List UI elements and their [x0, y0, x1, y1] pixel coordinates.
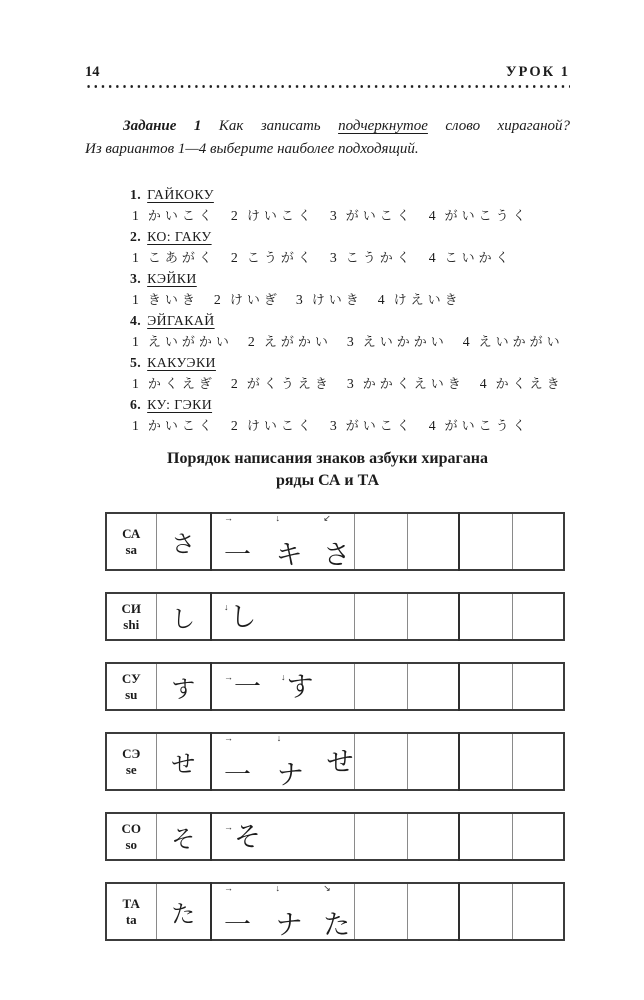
- practice-cell: [459, 813, 512, 860]
- option-number: 2: [230, 418, 238, 433]
- option: [132, 373, 216, 394]
- practice-cell: [459, 593, 512, 640]
- stroke-glyph: た: [323, 910, 351, 940]
- stroke-order-cell: [211, 663, 354, 710]
- option-kana: けいぎ: [229, 292, 281, 307]
- option-number: 4: [479, 376, 487, 391]
- practice-cell: [407, 663, 459, 710]
- item-word-line: [130, 310, 570, 331]
- option-number: 2: [230, 376, 238, 391]
- stroke-glyph: 一: [224, 910, 251, 940]
- practice-cell: [407, 883, 459, 940]
- page-header: [85, 64, 570, 81]
- exercise-item-4: [130, 310, 570, 352]
- option: [429, 205, 530, 226]
- option-kana: こうがく: [246, 250, 315, 265]
- item-options: [132, 247, 570, 268]
- option-number: 2: [230, 208, 238, 223]
- option: [132, 415, 216, 436]
- stroke-step: [277, 734, 306, 789]
- option: [347, 373, 465, 394]
- option-number: 3: [346, 334, 354, 349]
- stroke-glyph: し: [229, 601, 257, 632]
- practice-cell: [459, 663, 512, 710]
- option: [132, 289, 199, 310]
- option-kana: かかくえいき: [362, 376, 465, 391]
- option: [330, 415, 414, 436]
- option-number: 1: [132, 376, 139, 391]
- row-label: [106, 883, 156, 940]
- stroke-arrow-icon: ↓: [224, 601, 229, 612]
- option: [231, 415, 315, 436]
- stroke-table-so: [105, 812, 565, 861]
- row-label: [106, 593, 156, 640]
- item-number: 5.: [130, 355, 142, 370]
- practice-cell: [407, 733, 459, 790]
- option-number: 1: [132, 250, 139, 265]
- practice-cell: [354, 733, 407, 790]
- stroke-steps: [224, 734, 354, 789]
- practice-cell: [407, 813, 459, 860]
- row-label: [106, 813, 156, 860]
- item-options: [132, 415, 570, 436]
- item-word: КО: ГАКУ: [147, 229, 212, 244]
- kana-cell: さ: [156, 513, 211, 570]
- option-kana: かいこく: [147, 418, 216, 433]
- stroke-arrow-icon: →: [224, 821, 233, 832]
- stroke-order-cell: [211, 513, 354, 570]
- kana-cell: せ: [156, 733, 211, 790]
- option-kana: がいこうく: [444, 208, 530, 223]
- stroke-step: [281, 673, 314, 701]
- row-label-romaji: ta: [125, 911, 137, 927]
- stroke-order-cell: [211, 813, 354, 860]
- stroke-table-shi: [105, 592, 565, 641]
- option-number: 4: [462, 334, 470, 349]
- item-word: КЭЙКИ: [147, 271, 197, 286]
- stroke-step: [323, 884, 353, 939]
- row-label: [106, 733, 156, 790]
- stroke-table-sa: [105, 512, 565, 571]
- stroke-arrow-icon: →: [224, 513, 233, 523]
- option: [231, 247, 315, 268]
- practice-cell: [512, 813, 564, 860]
- stroke-step: [224, 884, 256, 939]
- exercise-item-3: [130, 268, 570, 310]
- option: [248, 331, 332, 352]
- option: [214, 289, 281, 310]
- stroke-glyph: そ: [234, 821, 261, 852]
- stroke-step: [276, 884, 304, 939]
- stroke-table-su: [105, 662, 565, 711]
- stroke-table-title: [85, 448, 570, 492]
- row-label-cyrillic: СЭ: [122, 745, 141, 761]
- row-label-cyrillic: СУ: [121, 670, 141, 686]
- stroke-glyph: ナ: [276, 760, 304, 790]
- option-number: 4: [428, 208, 436, 223]
- row-label-cyrillic: СО: [121, 820, 141, 836]
- practice-cell: [459, 513, 512, 570]
- row-label: [106, 513, 156, 570]
- option: [231, 205, 315, 226]
- practice-cell: [512, 883, 564, 940]
- option-kana: こいかく: [444, 250, 513, 265]
- item-options: [132, 331, 570, 352]
- stroke-step: [224, 603, 257, 631]
- option-kana: えがかい: [263, 334, 332, 349]
- practice-cell: [459, 733, 512, 790]
- stroke-arrow-icon: ↙: [323, 513, 331, 523]
- practice-cell: [407, 513, 459, 570]
- item-number: 6.: [130, 397, 142, 412]
- stroke-step: [224, 823, 261, 851]
- stroke-steps: [224, 823, 354, 851]
- option-number: 2: [230, 250, 238, 265]
- exercise-item-6: [130, 394, 570, 436]
- stroke-table-title-line1: Порядок написания знаков азбуки хирагана: [167, 450, 488, 467]
- stroke-glyph: キ: [275, 540, 303, 570]
- option: [347, 331, 448, 352]
- option-number: 2: [213, 292, 221, 307]
- practice-cell: [512, 513, 564, 570]
- exercise-item-5: [130, 352, 570, 394]
- option-kana: けいこく: [246, 208, 315, 223]
- stroke-arrow-icon: →: [224, 671, 233, 682]
- item-word: ЭЙГАКАЙ: [147, 313, 215, 328]
- option: [132, 205, 216, 226]
- stroke-glyph: 一: [224, 760, 251, 790]
- stroke-order-cell: [211, 883, 354, 940]
- stroke-glyph: ナ: [275, 910, 303, 940]
- option-kana: けいこく: [246, 418, 315, 433]
- practice-cell: [354, 883, 407, 940]
- option-kana: がいこうく: [444, 418, 530, 433]
- exercise-item-1: [130, 184, 570, 226]
- option-kana: こあがく: [147, 250, 216, 265]
- option-number: 3: [346, 376, 354, 391]
- option-number: 1: [132, 292, 139, 307]
- option-number: 4: [428, 418, 436, 433]
- stroke-step: [224, 514, 256, 569]
- kana-cell: そ: [156, 813, 211, 860]
- option-kana: えいかかい: [362, 334, 448, 349]
- practice-cell: [407, 593, 459, 640]
- option-kana: かくえき: [495, 376, 564, 391]
- stroke-table-title-line2: ряды СА и ТА: [275, 472, 380, 489]
- option: [463, 331, 564, 352]
- option-kana: こうかく: [345, 250, 414, 265]
- practice-cell: [354, 593, 407, 640]
- option-number: 4: [428, 250, 436, 265]
- dotted-rule: [85, 84, 570, 89]
- item-options: [132, 373, 570, 394]
- item-word-line: [130, 268, 570, 289]
- item-number: 1.: [130, 187, 142, 202]
- item-word-line: [130, 352, 570, 373]
- stroke-arrow-icon: ↓: [281, 671, 286, 682]
- task-text-before: Как записать: [218, 118, 321, 134]
- kana-cell: た: [156, 883, 211, 940]
- stroke-arrow-icon: ↘: [323, 883, 331, 893]
- option-number: 4: [377, 292, 385, 307]
- stroke-steps: [224, 673, 354, 701]
- practice-cell: [354, 663, 407, 710]
- row-label-cyrillic: СА: [122, 525, 141, 541]
- option-kana: えいがかい: [147, 334, 233, 349]
- stroke-steps: [224, 603, 354, 631]
- item-word-line: [130, 184, 570, 205]
- option: [480, 373, 564, 394]
- row-label: [106, 663, 156, 710]
- option: [231, 373, 332, 394]
- exercise-item-2: [130, 226, 570, 268]
- practice-cell: [459, 883, 512, 940]
- stroke-glyph: す: [286, 671, 314, 702]
- item-options: [132, 289, 570, 310]
- item-word: КУ: ГЭКИ: [147, 397, 213, 412]
- row-label-romaji: sa: [125, 541, 138, 557]
- task-line2: Из вариантов 1—4 выберите наиболее подходящий.: [85, 141, 419, 157]
- page-number: 14: [85, 64, 100, 80]
- exercise-list: [130, 184, 570, 436]
- stroke-table-se: [105, 732, 565, 791]
- stroke-steps: [224, 514, 354, 569]
- option-number: 3: [329, 418, 337, 433]
- row-label-cyrillic: ТА: [122, 895, 140, 911]
- practice-cell: [512, 663, 564, 710]
- stroke-glyph: 一: [224, 540, 251, 570]
- kana-cell: す: [156, 663, 211, 710]
- item-number: 2.: [130, 229, 142, 244]
- option-number: 1: [132, 208, 139, 223]
- stroke-order-cell: [211, 733, 354, 790]
- option-number: 1: [132, 334, 139, 349]
- option-kana: がいこく: [345, 208, 414, 223]
- option-kana: けえいき: [393, 292, 462, 307]
- stroke-glyph: せ: [326, 746, 354, 777]
- practice-cell: [354, 513, 407, 570]
- practice-cell: [512, 593, 564, 640]
- option-kana: かくえぎ: [147, 376, 216, 391]
- stroke-step: [276, 514, 304, 569]
- row-label-cyrillic: СИ: [121, 600, 141, 616]
- option: [132, 331, 233, 352]
- stroke-arrow-icon: →: [224, 883, 233, 893]
- option: [132, 247, 216, 268]
- stroke-step: [224, 673, 261, 701]
- item-number: 4.: [130, 313, 142, 328]
- stroke-arrow-icon: ↓: [276, 733, 282, 743]
- option: [296, 289, 363, 310]
- option-kana: かいこく: [147, 208, 216, 223]
- option-kana: がくうえき: [246, 376, 332, 391]
- option-kana: けいき: [311, 292, 363, 307]
- item-options: [132, 205, 570, 226]
- row-label-romaji: se: [125, 761, 137, 777]
- option: [330, 205, 414, 226]
- item-word: ГАЙКОКУ: [147, 187, 214, 202]
- option: [330, 247, 414, 268]
- practice-cell: [354, 813, 407, 860]
- option: [378, 289, 462, 310]
- item-word-line: [130, 226, 570, 247]
- option-number: 3: [329, 250, 337, 265]
- stroke-arrow-icon: ↓: [275, 883, 281, 893]
- option-kana: えいかがい: [478, 334, 564, 349]
- stroke-table-ta: [105, 882, 565, 941]
- task-line1: [85, 115, 570, 138]
- stroke-glyph: 一: [234, 671, 261, 702]
- task-paragraph: [85, 115, 570, 161]
- row-label-romaji: shi: [123, 616, 140, 632]
- task-label: Задание 1: [123, 118, 202, 134]
- task-text-after: слово хираганой?: [445, 118, 571, 134]
- stroke-steps: [224, 884, 354, 939]
- lesson-title: УРОК 1: [505, 64, 570, 80]
- row-label-romaji: su: [125, 686, 138, 702]
- option-number: 2: [247, 334, 255, 349]
- task-underlined-word: подчеркнутое: [338, 118, 428, 134]
- stroke-step: [323, 514, 353, 569]
- option-number: 3: [295, 292, 303, 307]
- stroke-arrow-icon: →: [224, 733, 233, 743]
- stroke-glyph: さ: [323, 540, 351, 570]
- option-number: 3: [329, 208, 337, 223]
- option-kana: がいこく: [345, 418, 414, 433]
- stroke-order-cell: [211, 593, 354, 640]
- option-number: 1: [132, 418, 139, 433]
- option-kana: きいき: [147, 292, 199, 307]
- row-label-romaji: so: [125, 836, 138, 852]
- item-number: 3.: [130, 271, 142, 286]
- practice-cell: [512, 733, 564, 790]
- stroke-step: [224, 734, 257, 789]
- option: [429, 247, 513, 268]
- stroke-arrow-icon: ↓: [275, 513, 281, 523]
- stroke-step: [326, 748, 354, 776]
- option: [429, 415, 530, 436]
- kana-cell: し: [156, 593, 211, 640]
- item-word: КАКУЭКИ: [147, 355, 216, 370]
- item-word-line: [130, 394, 570, 415]
